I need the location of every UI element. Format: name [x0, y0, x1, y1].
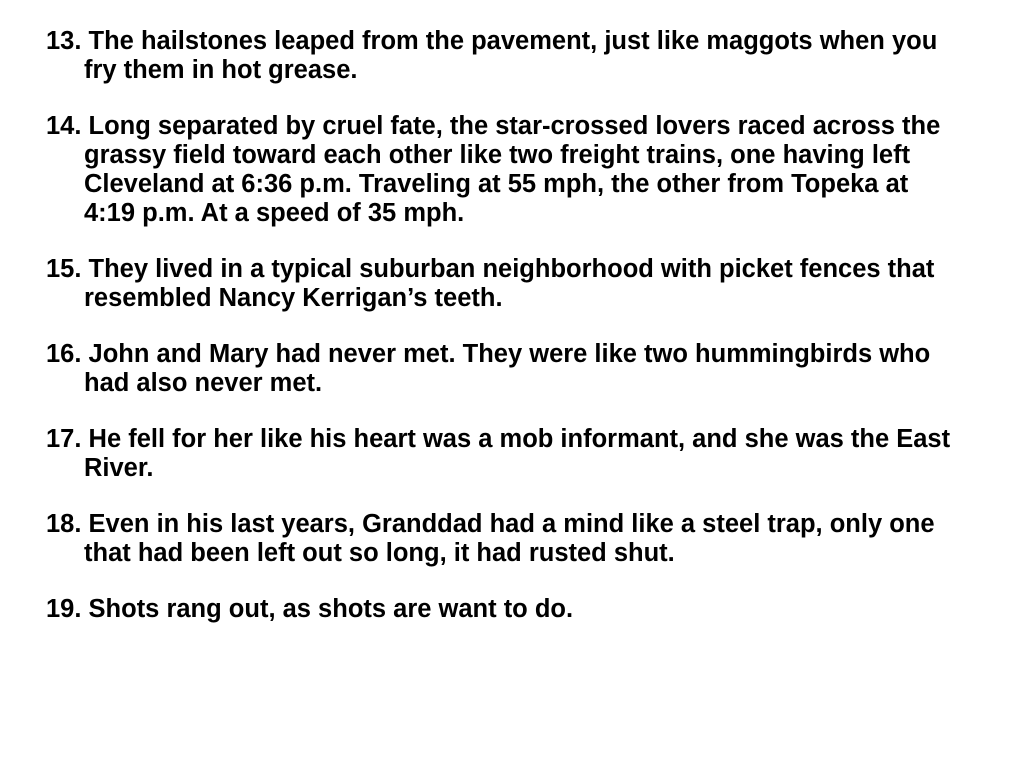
- list-item: 16. John and Mary had never met. They were like two hummingbirds who had also never met.: [46, 340, 931, 397]
- list-item: 17. He fell for her like his heart was a mob informant, and she was the East River.: [46, 425, 951, 482]
- item-spacer: [46, 85, 966, 112]
- simile-list: [46, 27, 966, 624]
- list-item: 14. Long separated by cruel fate, the star-crossed lovers raced across the grassy field toward each other like two freight trains, one having left Cleveland at 6:36 p.m. Traveling at 55 mph, the other from Topeka at 4:19 p.m. At a speed of 35 mph.: [46, 112, 941, 227]
- item-spacer: [46, 398, 966, 425]
- list-item: 18. Even in his last years, Granddad had a mind like a steel trap, only one that had been left out so long, it had rusted shut.: [46, 510, 935, 567]
- list-item: 15. They lived in a typical suburban neighborhood with picket fences that resembled Nancy Kerrigan’s teeth.: [46, 255, 935, 312]
- list-item: 19. Shots rang out, as shots are want to do.: [46, 595, 574, 623]
- item-spacer: [46, 228, 966, 255]
- item-spacer: [46, 313, 966, 340]
- item-spacer: [46, 568, 966, 595]
- item-spacer: [46, 483, 966, 510]
- list-item: 13. The hailstones leaped from the pavement, just like maggots when you fry them in hot grease.: [46, 27, 938, 84]
